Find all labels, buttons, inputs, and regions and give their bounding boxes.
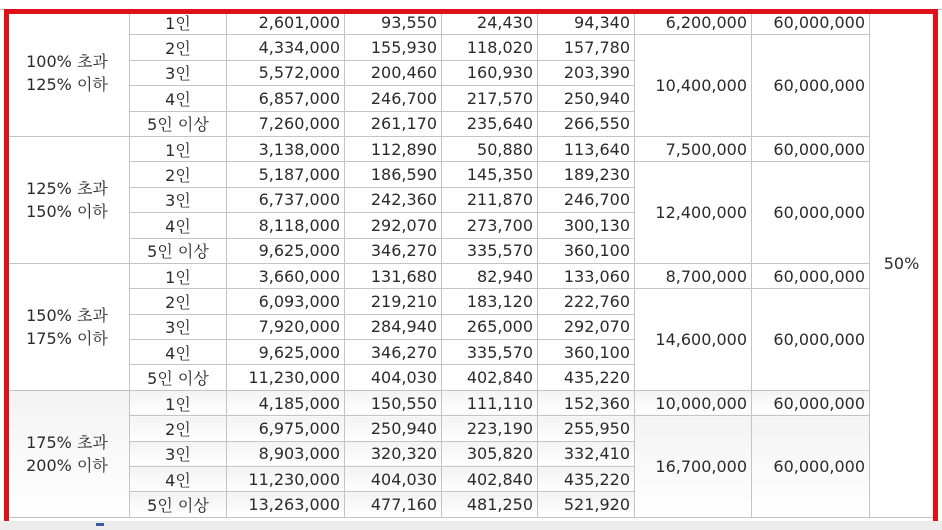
multi-cap-cell: 60,000,000	[752, 416, 870, 518]
amount-cell: 250,940	[345, 416, 442, 441]
amount-cell: 4,185,000	[227, 390, 345, 415]
amount-cell: 203,390	[538, 60, 635, 85]
amount-cell: 320,320	[345, 441, 442, 466]
table-row	[5, 263, 934, 288]
amount-cell: 250,940	[538, 86, 635, 111]
single-limit-cell: 7,500,000	[635, 136, 752, 161]
amount-cell: 24,430	[442, 10, 538, 35]
bracket-label-line: 175% 이하	[26, 328, 108, 348]
amount-cell: 7,920,000	[227, 314, 345, 339]
bracket-label-line: 150% 이하	[26, 201, 108, 221]
household-size: 3인	[130, 314, 227, 339]
multi-limit-cell: 14,600,000	[635, 289, 752, 391]
amount-cell: 404,030	[345, 365, 442, 390]
household-size: 4인	[130, 213, 227, 238]
household-size: 2인	[130, 162, 227, 187]
amount-cell: 360,100	[538, 238, 635, 263]
amount-cell: 292,070	[345, 213, 442, 238]
amount-cell: 189,230	[538, 162, 635, 187]
amount-cell: 3,138,000	[227, 136, 345, 161]
bracket-label-line: 150% 초과	[26, 305, 108, 325]
table-row	[5, 162, 934, 187]
amount-cell: 219,210	[345, 289, 442, 314]
household-size: 1인	[130, 263, 227, 288]
footer-strip	[0, 521, 942, 530]
amount-cell: 211,870	[442, 187, 538, 212]
household-size: 1인	[130, 390, 227, 415]
amount-cell: 255,950	[538, 416, 635, 441]
multi-cap-cell: 60,000,000	[752, 35, 870, 137]
table-row	[5, 35, 934, 60]
amount-cell: 94,340	[538, 10, 635, 35]
amount-cell: 402,840	[442, 365, 538, 390]
single-cap-cell: 60,000,000	[752, 136, 870, 161]
household-size: 4인	[130, 467, 227, 492]
amount-cell: 273,700	[442, 213, 538, 238]
amount-cell: 7,260,000	[227, 111, 345, 136]
amount-cell: 8,118,000	[227, 213, 345, 238]
bracket-label-line: 200% 이하	[26, 455, 108, 475]
table-row	[5, 136, 934, 161]
amount-cell: 223,190	[442, 416, 538, 441]
multi-limit-cell: 16,700,000	[635, 416, 752, 518]
amount-cell: 150,550	[345, 390, 442, 415]
amount-cell: 111,110	[442, 390, 538, 415]
amount-cell: 113,640	[538, 136, 635, 161]
amount-cell: 82,940	[442, 263, 538, 288]
amount-cell: 118,020	[442, 35, 538, 60]
amount-cell: 200,460	[345, 60, 442, 85]
table-row	[5, 416, 934, 441]
amount-cell: 5,187,000	[227, 162, 345, 187]
multi-cap-cell: 60,000,000	[752, 162, 870, 264]
table-row	[5, 289, 934, 314]
amount-cell: 186,590	[345, 162, 442, 187]
amount-cell: 346,270	[345, 238, 442, 263]
household-size: 2인	[130, 416, 227, 441]
amount-cell: 335,570	[442, 238, 538, 263]
amount-cell: 93,550	[345, 10, 442, 35]
single-limit-cell: 6,200,000	[635, 10, 752, 35]
household-size: 5인 이상	[130, 238, 227, 263]
amount-cell: 266,550	[538, 111, 635, 136]
bracket-label-line: 125% 초과	[26, 178, 108, 198]
amount-cell: 521,920	[538, 492, 635, 517]
amount-cell: 8,903,000	[227, 441, 345, 466]
amount-cell: 261,170	[345, 111, 442, 136]
amount-cell: 360,100	[538, 340, 635, 365]
amount-cell: 222,760	[538, 289, 635, 314]
household-size: 3인	[130, 187, 227, 212]
amount-cell: 50,880	[442, 136, 538, 161]
amount-cell: 157,780	[538, 35, 635, 60]
amount-cell: 145,350	[442, 162, 538, 187]
amount-cell: 305,820	[442, 441, 538, 466]
rate-cell: 50%	[870, 10, 934, 518]
household-size: 5인 이상	[130, 492, 227, 517]
scroll-indicator	[96, 523, 104, 526]
single-limit-cell: 10,000,000	[635, 390, 752, 415]
single-cap-cell: 60,000,000	[752, 263, 870, 288]
household-size: 5인 이상	[130, 111, 227, 136]
amount-cell: 481,250	[442, 492, 538, 517]
amount-cell: 133,060	[538, 263, 635, 288]
amount-cell: 435,220	[538, 365, 635, 390]
income-bracket-label	[5, 136, 130, 263]
bracket-label-line: 125% 이하	[26, 74, 108, 94]
amount-cell: 131,680	[345, 263, 442, 288]
income-bracket-label	[5, 10, 130, 137]
household-size: 3인	[130, 441, 227, 466]
amount-cell: 346,270	[345, 340, 442, 365]
bracket-label-line: 100% 초과	[26, 51, 108, 71]
household-size: 1인	[130, 136, 227, 161]
household-size: 1인	[130, 10, 227, 35]
household-size: 4인	[130, 340, 227, 365]
multi-limit-cell: 12,400,000	[635, 162, 752, 264]
amount-cell: 265,000	[442, 314, 538, 339]
amount-cell: 6,975,000	[227, 416, 345, 441]
amount-cell: 160,930	[442, 60, 538, 85]
table-row	[5, 10, 934, 35]
amount-cell: 155,930	[345, 35, 442, 60]
amount-cell: 13,263,000	[227, 492, 345, 517]
amount-cell: 235,640	[442, 111, 538, 136]
amount-cell: 9,625,000	[227, 340, 345, 365]
household-size: 4인	[130, 86, 227, 111]
amount-cell: 2,601,000	[227, 10, 345, 35]
amount-cell: 183,120	[442, 289, 538, 314]
income-bracket-label	[5, 390, 130, 517]
amount-cell: 4,334,000	[227, 35, 345, 60]
amount-cell: 292,070	[538, 314, 635, 339]
household-size: 3인	[130, 60, 227, 85]
amount-cell: 402,840	[442, 467, 538, 492]
table-body	[5, 10, 934, 518]
amount-cell: 284,940	[345, 314, 442, 339]
amount-cell: 246,700	[538, 187, 635, 212]
amount-cell: 3,660,000	[227, 263, 345, 288]
amount-cell: 477,160	[345, 492, 442, 517]
amount-cell: 112,890	[345, 136, 442, 161]
amount-cell: 332,410	[538, 441, 635, 466]
amount-cell: 217,570	[442, 86, 538, 111]
amount-cell: 152,360	[538, 390, 635, 415]
income-table	[4, 9, 934, 518]
single-limit-cell: 8,700,000	[635, 263, 752, 288]
amount-cell: 6,093,000	[227, 289, 345, 314]
amount-cell: 335,570	[442, 340, 538, 365]
multi-cap-cell: 60,000,000	[752, 289, 870, 391]
household-size: 2인	[130, 35, 227, 60]
amount-cell: 11,230,000	[227, 467, 345, 492]
amount-cell: 6,857,000	[227, 86, 345, 111]
amount-cell: 300,130	[538, 213, 635, 238]
household-size: 5인 이상	[130, 365, 227, 390]
bracket-label-line: 175% 초과	[26, 432, 108, 452]
amount-cell: 404,030	[345, 467, 442, 492]
amount-cell: 9,625,000	[227, 238, 345, 263]
amount-cell: 246,700	[345, 86, 442, 111]
table-row	[5, 390, 934, 415]
single-cap-cell: 60,000,000	[752, 390, 870, 415]
amount-cell: 5,572,000	[227, 60, 345, 85]
multi-limit-cell: 10,400,000	[635, 35, 752, 137]
amount-cell: 11,230,000	[227, 365, 345, 390]
amount-cell: 435,220	[538, 467, 635, 492]
amount-cell: 242,360	[345, 187, 442, 212]
amount-cell: 6,737,000	[227, 187, 345, 212]
single-cap-cell: 60,000,000	[752, 10, 870, 35]
household-size: 2인	[130, 289, 227, 314]
income-bracket-label	[5, 263, 130, 390]
